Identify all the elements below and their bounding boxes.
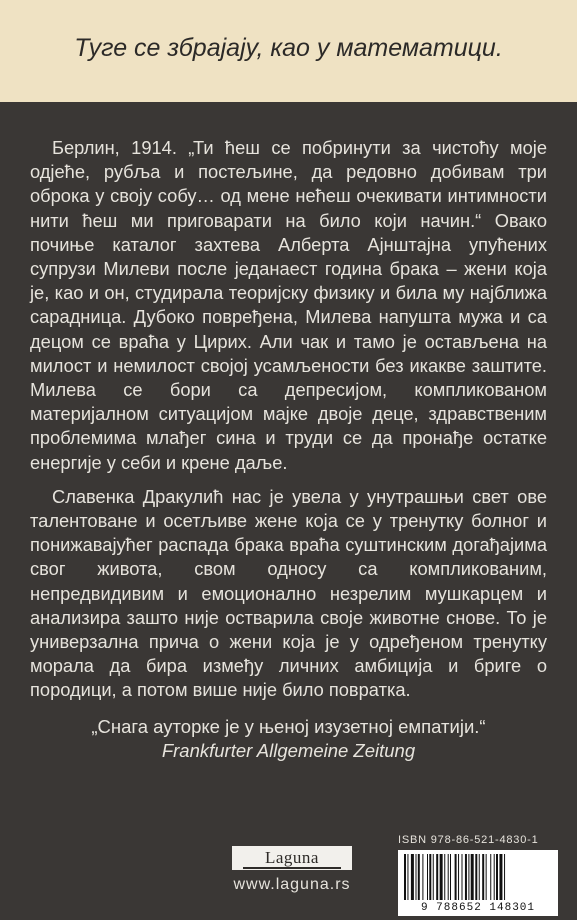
barcode-bar	[448, 854, 449, 900]
barcode-bar	[462, 854, 463, 900]
barcode-bar	[499, 854, 502, 900]
barcode-bar	[465, 854, 467, 900]
barcode-bar	[418, 854, 420, 900]
quote-source: Frankfurter Allgemeine Zeitung	[161, 740, 416, 761]
blurb-text	[30, 136, 547, 713]
barcode-digits: 9 788652 148301	[420, 902, 536, 914]
barcode-bar	[486, 854, 487, 900]
publisher-logo-text: Laguna	[243, 849, 341, 869]
barcode-bar	[429, 854, 431, 900]
barcode-bar	[404, 854, 406, 900]
barcode-bar	[407, 854, 408, 900]
tagline: Туге се збрајају, као у математици.	[74, 34, 503, 62]
barcode-bar	[455, 854, 457, 900]
isbn-area	[398, 834, 558, 916]
barcode	[398, 850, 558, 916]
barcode-bar	[422, 854, 423, 900]
barcode-bar	[479, 854, 480, 900]
barcode-bar	[416, 854, 417, 900]
barcode-bar	[427, 854, 428, 900]
barcode-bar	[444, 854, 445, 900]
publisher-logo	[232, 846, 352, 870]
blurb-paragraph-2: Славенка Дракулић нас је увела у унутрашњи свет ове талентоване и осетљиве жене која се у тренутку болног и понижавајућег распада брака враћа суштинским догађајима свог живота, свом односу са компликованим, непредвидивим и емоционално незрелим мушкарцем и анализира зашто није остварила своје животне снове. То је универзална прича о жени која је у одређеном тренутку морала да бира између личних амбиција и бриге о породици, а потом више није било повратка.	[30, 485, 547, 701]
isbn-label: ISBN 978-86-521-4830-1	[398, 834, 539, 846]
barcode-bar	[468, 854, 469, 900]
blurb-paragraph-1: Берлин, 1914. „Ти ћеш се побринути за чистоћу моје одјеће, рубља и постељине, да редовно добивам три оброка у своју собу… од мене нећеш очекивати интимности нити ћеш ми приговарати на било који начин.“ Овако почиње каталог захтева Алберта Ајнштајна упућених супрузи Милеви после једанаест година брака – жени која је, као и он, студирала теоријску физику и била му најближа сарадница. Дубоко повређена, Милева напушта мужа и са децом се враћа у Цирих. Али чак и тамо је остављена на милост и немилост својој усамљености без икакве заштите. Милева се бори са депресијом, компликованом материјалном ситуацијом мајке двоје деце, здравственим проблемима млађег сина и труди се да пронађе остатке енергије у себи и крене даље.	[30, 137, 547, 473]
barcode-bar	[482, 854, 484, 900]
barcode-bars	[404, 854, 552, 900]
review-quote	[0, 715, 577, 763]
barcode-bar	[490, 854, 491, 900]
barcode-bar	[494, 854, 495, 900]
barcode-bar	[411, 854, 414, 900]
barcode-bar	[504, 854, 505, 900]
top-band	[0, 0, 577, 102]
barcode-bar	[471, 854, 474, 900]
publisher-website: www.laguna.rs	[233, 876, 351, 893]
barcode-bar	[458, 854, 459, 900]
quote-text: „Снага ауторке је у њеној изузетној емпатији.“	[91, 716, 486, 737]
barcode-bar	[450, 854, 451, 900]
barcode-bar	[496, 854, 498, 900]
barcode-bar	[440, 854, 443, 900]
barcode-bar	[433, 854, 434, 900]
publisher-block	[212, 846, 372, 894]
barcode-bar	[475, 854, 477, 900]
barcode-bar	[436, 854, 438, 900]
